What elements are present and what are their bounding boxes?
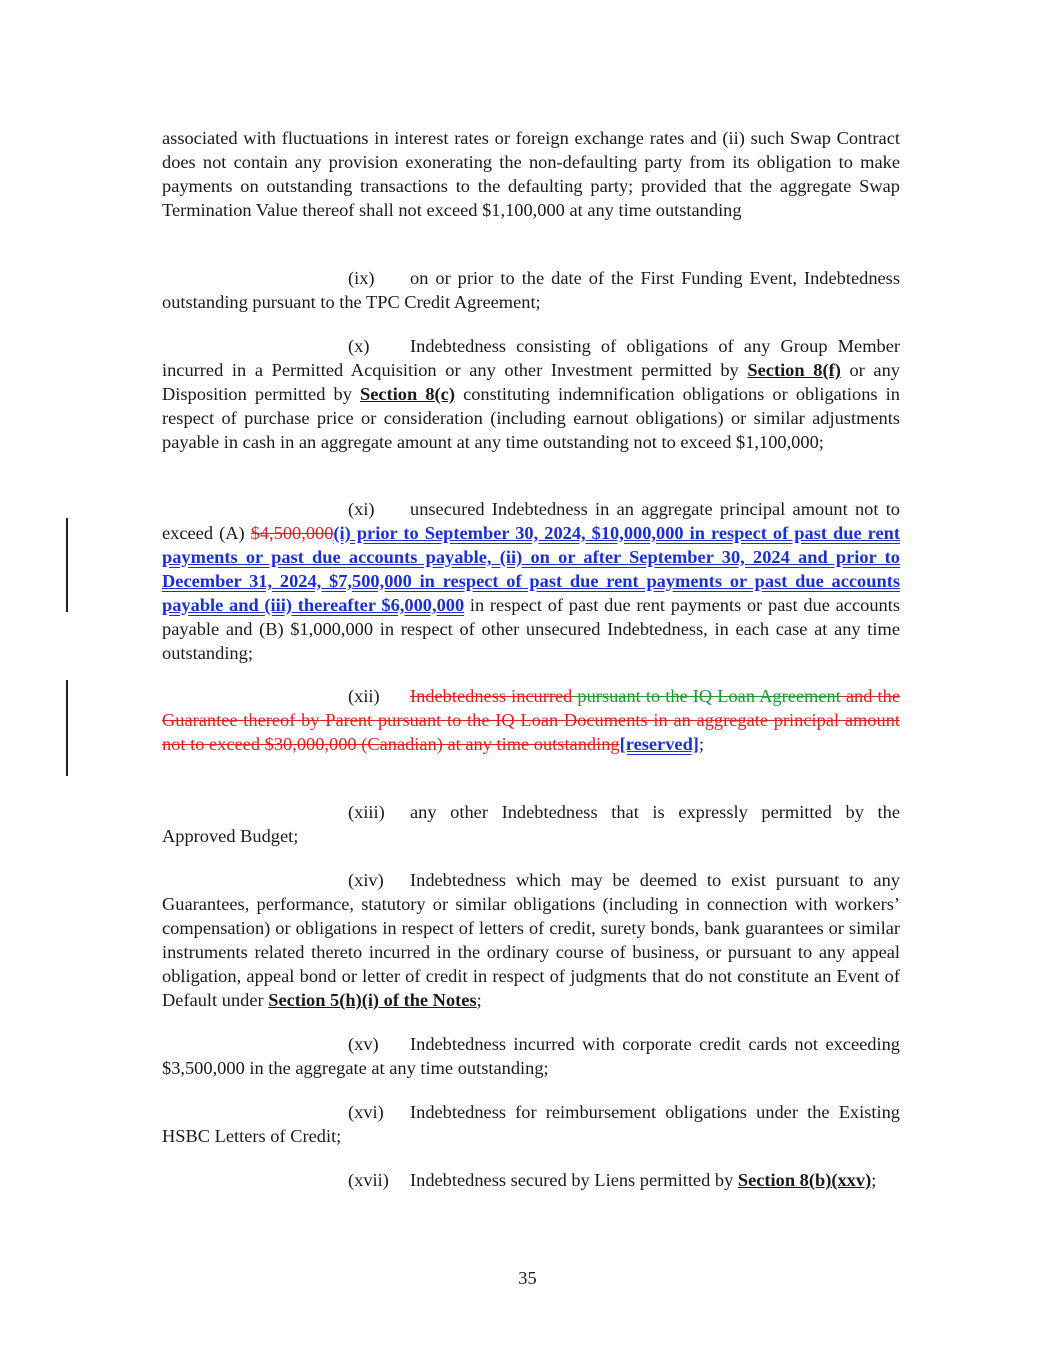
- clause-number: (xvii): [348, 1170, 389, 1190]
- deleted-text: $4,500,000: [250, 523, 334, 543]
- clause-number: (xvi): [348, 1102, 384, 1122]
- clause-number: (xiii): [348, 802, 385, 822]
- clause-xii: (xii) Indebtedness incurred pursuant to the IQ Loan Agreement and the Guarantee thereof by Parent pursuant to the IQ Loan Documents in an aggregate principal amount not to exceed $30,000,000 (Canadian) at any time outstanding[reserved];: [162, 686, 900, 754]
- page-number: 35: [518, 1268, 537, 1288]
- clause-xiv: (xiv) Indebtedness which may be deemed to exist pursuant to any Guarantees, performance, statutory or similar obligations (including in connection with workers’ compensation) or obligations in respect of letters of credit, surety bonds, bank guarantees or similar instruments related thereto incurred in the ordinary course of business, or pursuant to any appeal obligation, appeal bond or letter of credit in respect of judgments that do not constitute an Event of Default under Section 5(h)(i) of the Notes;: [162, 870, 900, 1010]
- section-reference: Section 8(f): [747, 360, 841, 380]
- inserted-text: (i) prior to September 30, 2024, $10,000,000 in respect of past due rent payments or past due accounts payable, (ii) on or after September 30, 2024 and prior to December 31, 2024, $7,500,000 in respect of past due rent payments or past due accounts payable and (iii) thereafter $6,000,000: [162, 523, 900, 615]
- clause-number: (xiv): [348, 870, 384, 890]
- clause-number: (xi): [348, 499, 375, 519]
- clause-xi: (xi) unsecured Indebtedness in an aggregate principal amount not to exceed (A) $4,500,000(i) prior to September 30, 2024, $10,000,000 in respect of past due rent payments or past due accounts payable, (ii) on or after September 30, 2024 and prior to December 31, 2024, $7,500,000 in respect of past due rent payments or past due accounts payable and (iii) thereafter $6,000,000 in respect of past due rent payments or past due accounts payable and (B) $1,000,000 in respect of other unsecured Indebtedness, in each case at any time outstanding;: [162, 499, 900, 663]
- clause-number: (x): [348, 336, 370, 356]
- section-reference: Section 5(h)(i) of the Notes: [268, 990, 477, 1010]
- clause-xvi: (xvi) Indebtedness for reimbursement obligations under the Existing HSBC Letters of Credit;: [162, 1102, 900, 1146]
- section-reference: Section 8(c): [360, 384, 455, 404]
- paragraph-intro: associated with fluctuations in interest rates or foreign exchange rates and (ii) such Swap Contract does not contain any provision exonerating the non-defaulting party from its obligation to make payments on outstanding transactions to the defaulting party; provided that the aggregate Swap Termination Value thereof shall not exceed $1,100,000 at any time outstanding: [162, 128, 900, 220]
- change-bar: [66, 518, 68, 612]
- section-reference: Section 8(b)(xxv): [737, 1170, 872, 1190]
- inserted-text: [reserved]: [619, 734, 699, 754]
- clause-x: (x) Indebtedness consisting of obligations of any Group Member incurred in a Permitted Acquisition or any other Investment permitted by Section 8(f) or any Disposition permitted by Section 8(c) constituting indemnification obligations or obligations in respect of purchase price or consideration (including earnout obligations) or similar adjustments payable in cash in an aggregate amount at any time outstanding not to exceed $1,100,000;: [162, 336, 900, 452]
- moved-text: pursuant to the IQ Loan Agreement: [572, 686, 841, 706]
- clause-number: (xii): [348, 686, 380, 706]
- clause-number: (xv): [348, 1034, 379, 1054]
- change-bar: [66, 680, 68, 776]
- clause-xvii: (xvii) Indebtedness secured by Liens permitted by Section 8(b)(xxv);: [348, 1170, 877, 1190]
- clause-xiii: (xiii) any other Indebtedness that is expressly permitted by the Approved Budget;: [162, 802, 900, 846]
- clause-ix: (ix) on or prior to the date of the First Funding Event, Indebtedness outstanding pursuant to the TPC Credit Agreement;: [162, 268, 900, 312]
- deleted-text: and the Guarantee thereof by Parent pursuant to the IQ Loan Documents in an aggregate principal amount not to exceed $30,000,000 (Canadian) at any time outstanding: [162, 686, 900, 754]
- deleted-text: Indebtedness incurred: [410, 686, 573, 706]
- clause-xv: (xv) Indebtedness incurred with corporate credit cards not exceeding $3,500,000 in the aggregate at any time outstanding;: [162, 1034, 900, 1078]
- clause-number: (ix): [348, 268, 375, 288]
